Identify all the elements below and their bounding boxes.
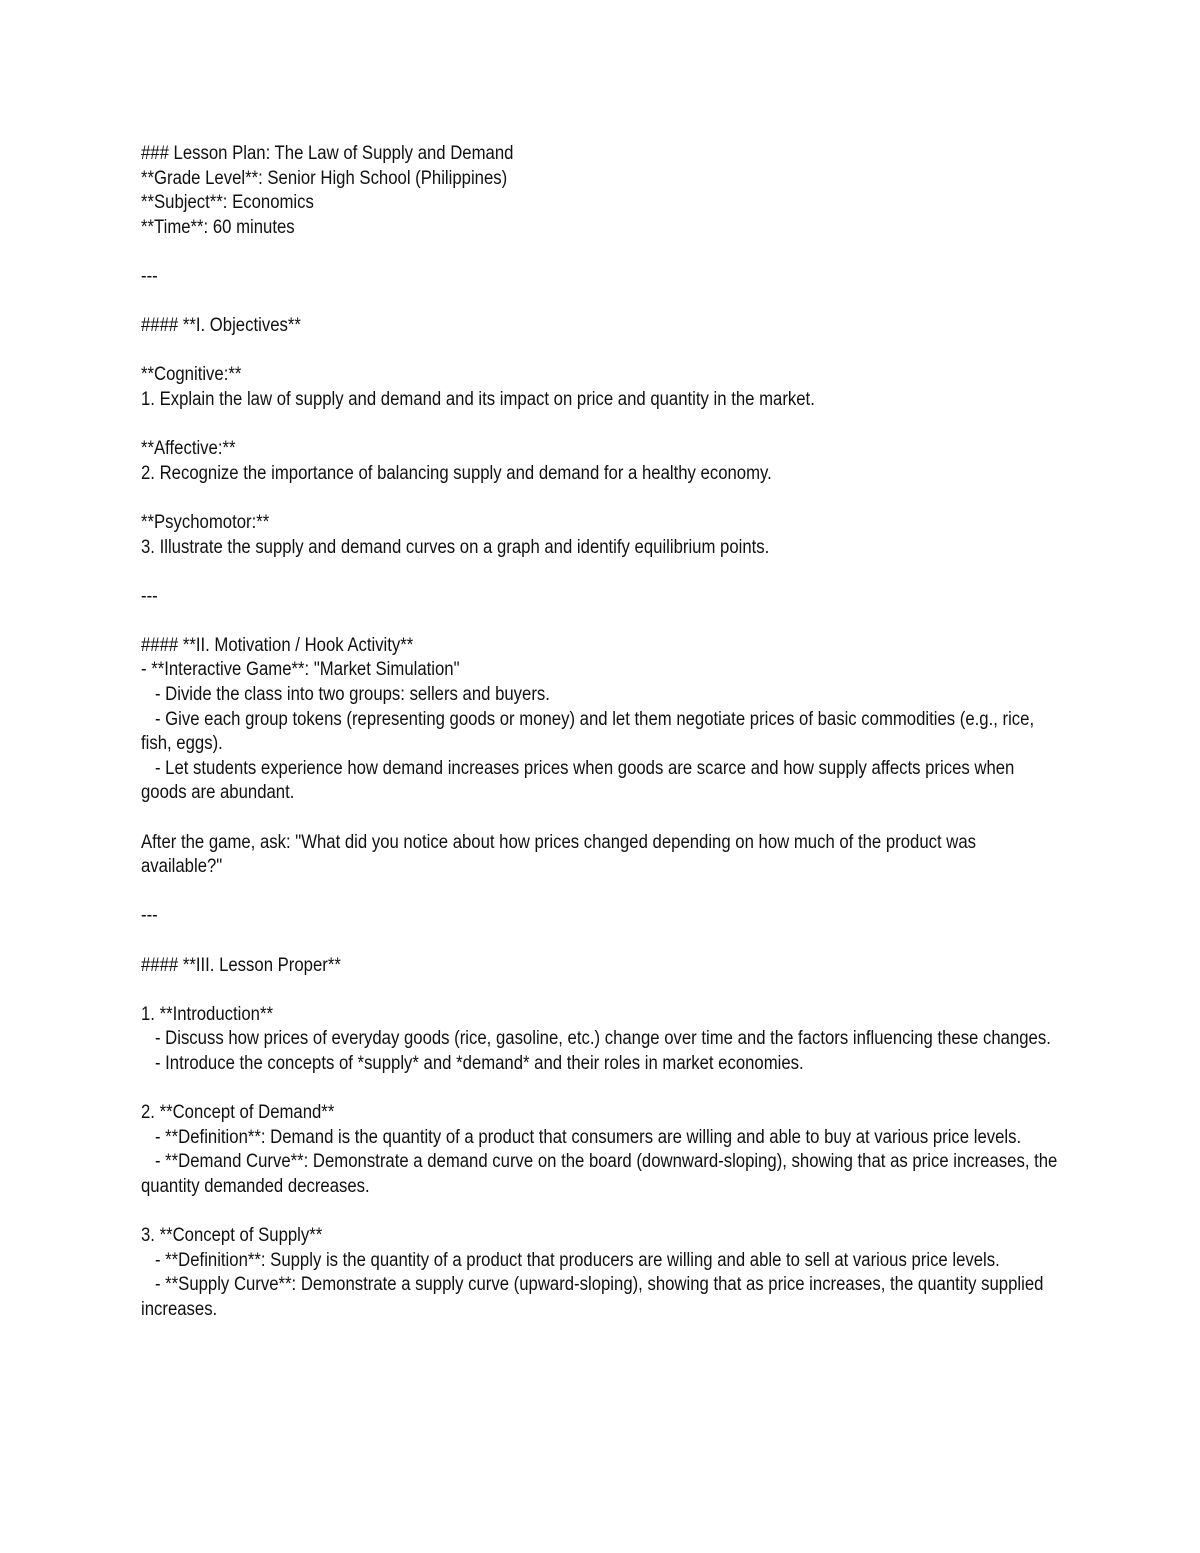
- motivation-step: - Give each group tokens (representing goods or money) and let them negotiate prices of basic commodities (e.g., rice, fish, eggs).: [141, 708, 1039, 755]
- separator: ---: [141, 905, 158, 927]
- document-page: [141, 142, 1061, 1323]
- supply-point: - **Supply Curve**: Demonstrate a supply curve (upward-sloping), showing that as price increases, the quantity supplied increases.: [141, 1274, 1049, 1320]
- motivation-step: - Let students experience how demand increases prices when goods are scarce and how supply affects prices when goods are abundant.: [141, 757, 1019, 804]
- supply-title: 3. **Concept of Supply**: [141, 1225, 323, 1247]
- spacer: [141, 290, 1061, 315]
- cognitive-label: **Cognitive:**: [141, 364, 242, 386]
- spacer: [141, 339, 1061, 364]
- demand-point: - **Definition**: Demand is the quantity of a product that consumers are willing and able to buy at various price levels.: [141, 1126, 1022, 1148]
- lesson-plan-title: ### Lesson Plan: The Law of Supply and Demand: [141, 143, 514, 164]
- demand-title: 2. **Concept of Demand**: [141, 1102, 335, 1124]
- supply-point: - **Definition**: Supply is the quantity of a product that producers are willing and able to sell at various price levels.: [141, 1249, 1000, 1271]
- separator: ---: [141, 265, 158, 287]
- demand-point: - **Demand Curve**: Demonstrate a demand curve on the board (downward-sloping), showing that as price increases, the quantity demanded decreases.: [141, 1151, 1063, 1197]
- spacer: [141, 806, 1061, 831]
- cognitive-item: 1. Explain the law of supply and demand and its impact on price and quantity in the market.: [141, 388, 815, 410]
- spacer: [141, 560, 1061, 585]
- motivation-step: - Divide the class into two groups: sellers and buyers.: [141, 684, 550, 706]
- spacer: [141, 1200, 1061, 1225]
- psychomotor-item: 3. Illustrate the supply and demand curves on a graph and identify equilibrium points.: [141, 536, 770, 558]
- motivation-game: - **Interactive Game**: "Market Simulation": [141, 659, 460, 681]
- spacer: [141, 929, 1061, 954]
- spacer: [141, 609, 1061, 634]
- motivation-after-question: After the game, ask: "What did you notice about how prices changed depending on how much of the product was available?": [141, 831, 981, 878]
- psychomotor-label: **Psychomotor:**: [141, 511, 270, 533]
- objectives-heading: #### **I. Objectives**: [141, 315, 301, 337]
- introduction-point: - Introduce the concepts of *supply* and *demand* and their roles in market economies.: [141, 1052, 804, 1074]
- lesson-heading: #### **III. Lesson Proper**: [141, 954, 341, 976]
- affective-label: **Affective:**: [141, 438, 236, 460]
- introduction-point: - Discuss how prices of everyday goods (rice, gasoline, etc.) change over time and the factors influencing these changes.: [141, 1028, 1051, 1050]
- spacer: [141, 978, 1061, 1003]
- subject: **Subject**: Economics: [141, 192, 314, 214]
- grade-level: **Grade Level**: Senior High School (Philippines): [141, 167, 508, 189]
- affective-item: 2. Recognize the importance of balancing supply and demand for a healthy economy.: [141, 462, 772, 484]
- introduction-title: 1. **Introduction**: [141, 1003, 273, 1025]
- spacer: [141, 486, 1061, 511]
- spacer: [141, 1077, 1061, 1102]
- spacer: [141, 880, 1061, 905]
- motivation-heading: #### **II. Motivation / Hook Activity**: [141, 634, 414, 656]
- spacer: [141, 413, 1061, 438]
- separator: ---: [141, 585, 158, 607]
- spacer: [141, 240, 1061, 265]
- time: **Time**: 60 minutes: [141, 216, 295, 238]
